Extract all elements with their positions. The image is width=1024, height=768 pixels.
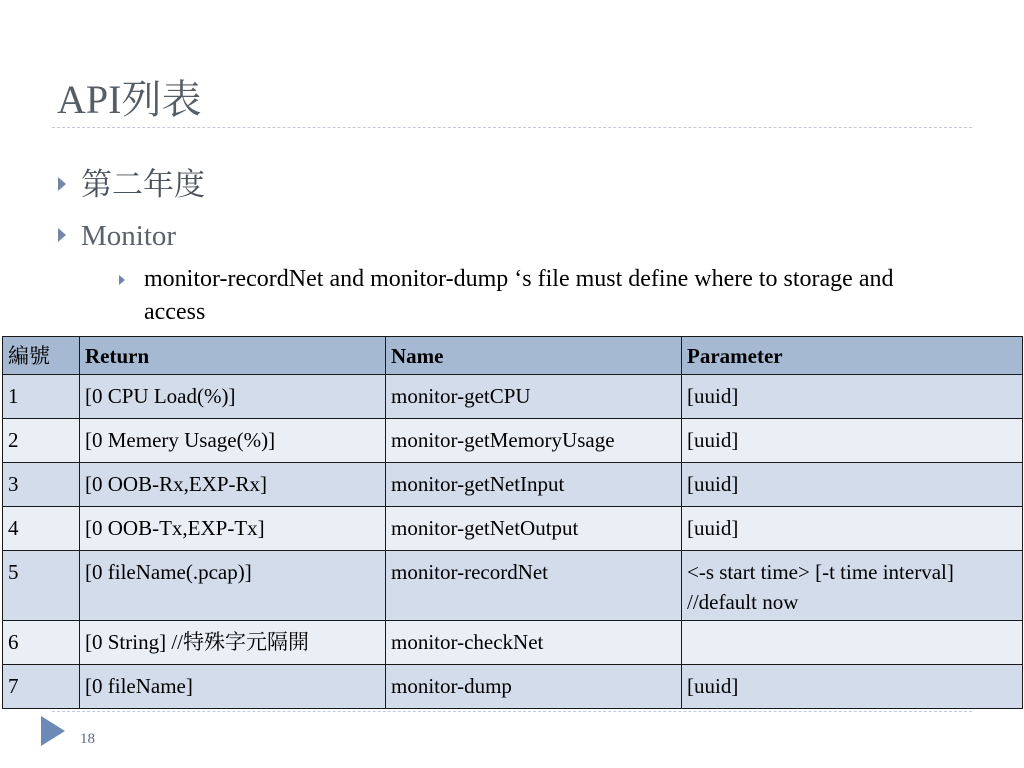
- column-header-name: Name: [386, 337, 682, 375]
- cell-return: [0 fileName(.pcap)]: [80, 551, 386, 621]
- cell-return: [0 CPU Load(%)]: [80, 375, 386, 419]
- cell-number: 1: [3, 375, 80, 419]
- slide-nav-arrow-icon[interactable]: [41, 716, 65, 746]
- slide-title: API列表: [57, 77, 202, 122]
- column-header-return: Return: [80, 337, 386, 375]
- cell-parameter: [uuid]: [682, 507, 1023, 551]
- cell-number: 6: [3, 621, 80, 665]
- sub-bullet-text: monitor-recordNet and monitor-dump ‘s file must define where to storage and access: [144, 266, 894, 325]
- cell-name: monitor-getNetOutput: [386, 507, 682, 551]
- cell-name: monitor-dump: [386, 665, 682, 709]
- cell-name: monitor-getCPU: [386, 375, 682, 419]
- cell-parameter: [uuid]: [682, 463, 1023, 507]
- bullet-item: [58, 165, 205, 205]
- sub-bullet-item: [119, 263, 904, 329]
- cell-parameter: [682, 621, 1023, 665]
- table-row: [3, 665, 1023, 709]
- cell-number: 2: [3, 419, 80, 463]
- page-number: 18: [80, 731, 95, 747]
- cell-number: 7: [3, 665, 80, 709]
- cell-return: [0 String] //特殊字元隔開: [80, 621, 386, 665]
- column-header-number: 編號: [3, 337, 80, 375]
- table-row: [3, 507, 1023, 551]
- bullet-text: Monitor: [81, 220, 177, 252]
- column-header-parameter: Parameter: [682, 337, 1023, 375]
- table-row: [3, 419, 1023, 463]
- bullet-arrow-icon: [119, 275, 125, 285]
- cell-return: [0 fileName]: [80, 665, 386, 709]
- bullet-arrow-icon: [58, 177, 66, 191]
- cell-parameter: [uuid]: [682, 419, 1023, 463]
- api-table: [2, 336, 1023, 709]
- cell-name: monitor-recordNet: [386, 551, 682, 621]
- cell-return: [0 Memery Usage(%)]: [80, 419, 386, 463]
- table-row: [3, 375, 1023, 419]
- cell-parameter: [uuid]: [682, 375, 1023, 419]
- cell-return: [0 OOB-Rx,EXP-Rx]: [80, 463, 386, 507]
- bullet-arrow-icon: [58, 228, 66, 242]
- cell-number: 5: [3, 551, 80, 621]
- cell-parameter: <-s start time> [-t time interval] //default now: [682, 551, 1023, 621]
- cell-parameter: [uuid]: [682, 665, 1023, 709]
- cell-number: 4: [3, 507, 80, 551]
- table-row: [3, 621, 1023, 665]
- title-divider: [52, 127, 972, 128]
- cell-number: 3: [3, 463, 80, 507]
- cell-name: monitor-getMemoryUsage: [386, 419, 682, 463]
- bullet-text: 第二年度: [81, 167, 205, 202]
- footer-divider: [52, 711, 972, 712]
- cell-name: monitor-checkNet: [386, 621, 682, 665]
- cell-return: [0 OOB-Tx,EXP-Tx]: [80, 507, 386, 551]
- table-row: [3, 551, 1023, 621]
- cell-name: monitor-getNetInput: [386, 463, 682, 507]
- bullet-item: [58, 216, 176, 256]
- table-row: [3, 463, 1023, 507]
- table-header-row: [3, 337, 1023, 375]
